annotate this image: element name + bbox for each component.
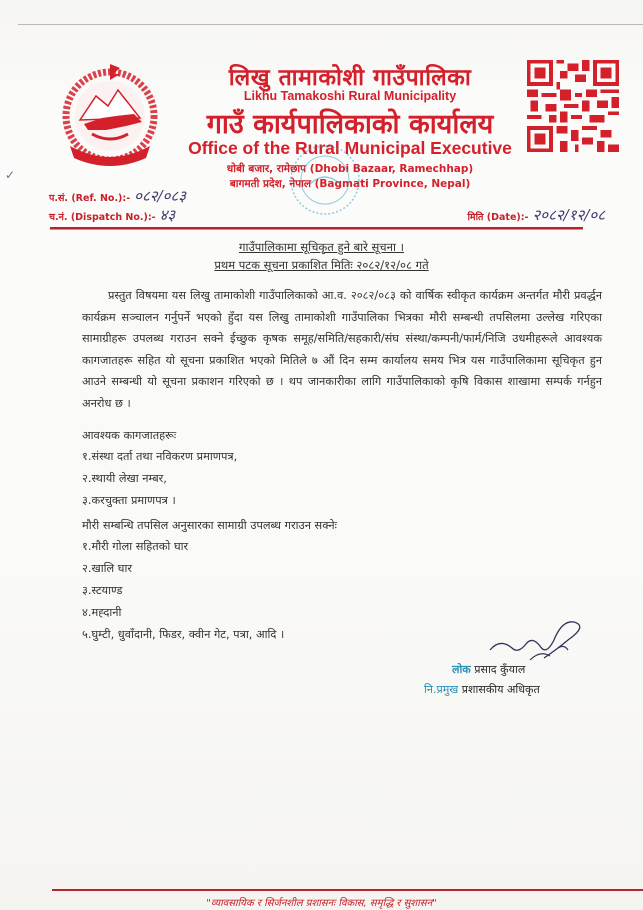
date-row (467, 205, 605, 225)
subject-line-1 (0, 240, 643, 255)
address-line-2: बागमती प्रदेश, नेपाल (Bagmati Province, Nepal) (229, 178, 471, 190)
dispatch-number-label: च.नं. (Dispatch No.):- (49, 212, 156, 223)
supply-items-title: मौरी सम्बन्धि तपसिल अनुसारका सामाग्री उपलब्ध गराउन सक्नेः (82, 519, 337, 532)
supply-items-list (82, 536, 284, 646)
office-stamp-icon (280, 140, 370, 220)
municipality-name-nepali: लिखु तामाकोशी गाउँपालिका (228, 65, 472, 91)
footer-motto: "व्यावसायिक र सिर्जनशील प्रशासनः विकास, समृद्धि र सुशासन" (206, 898, 437, 909)
address-line-1: धोबी बजार, रामेछाप (Dhobi Bazaar, Ramechhap) (226, 163, 474, 175)
required-documents-list (82, 446, 237, 512)
dispatch-number-value: ४३ (159, 206, 176, 224)
list-item: १.मौरी गोला सहितको घार (82, 540, 189, 553)
header-divider (50, 227, 583, 229)
municipality-name-english: Likhu Tamakoshi Rural Municipality (243, 89, 457, 103)
list-item: ३.करचुक्ता प्रमाणपत्र । (82, 494, 176, 507)
signatory-name-text: प्रसाद कुँयाल (474, 663, 526, 676)
margin-tick-mark: ✓ (5, 168, 16, 182)
list-item: १.संस्था दर्ता तथा नविकरण प्रमाणपत्र, (82, 450, 238, 463)
list-item: ५.घुम्टी, धुवाँदानी, फिडर, क्वीन गेट, पत्रा, आदि । (82, 628, 285, 641)
nepal-government-emblem-icon (56, 60, 164, 170)
subject-title: गाउँपालिकामा सूचिकृत हुने बारे सूचना । (239, 240, 404, 254)
ref-number-value: ०८२/०८३ (134, 187, 187, 205)
qr-code-icon (526, 60, 620, 152)
signatory-name (452, 662, 525, 677)
list-item: २.खालि घार (82, 562, 133, 575)
date-value: २०८२/१२/०८ (532, 206, 605, 224)
scan-top-rule (18, 24, 643, 25)
footer-divider (52, 889, 643, 891)
signatory-designation (424, 682, 540, 697)
ref-number-label: प.सं. (Ref. No.):- (49, 193, 131, 204)
list-item: ३.स्टयाण्ड (82, 584, 123, 597)
dispatch-number-row (49, 205, 175, 225)
required-documents-title: आवश्यक कागजातहरूः (82, 429, 177, 442)
signatory-title-text: प्रशासकीय अधिकृत (461, 683, 540, 696)
date-label: मिति (Date):- (467, 212, 529, 223)
list-item: २.स्थायी लेखा नम्बर, (82, 472, 167, 485)
list-item: ४.मह्दानी (82, 606, 122, 619)
office-name-nepali: गाउँ कार्यपालिकाको कार्यालय (206, 109, 494, 140)
signature-icon (470, 610, 590, 670)
office-name-english: Office of the Rural Municipal Executive (188, 138, 512, 158)
signatory-title-prefix: नि.प्रमुख (424, 683, 459, 696)
signatory-name-stamp: लोक (452, 663, 471, 676)
subject-line-2 (0, 258, 643, 273)
publication-date: प्रथम पटक सूचना प्रकाशित मितिः २०८२/१२/०८ गते (214, 258, 429, 272)
notice-body-paragraph: प्रस्तुत विषयमा यस लिखु तामाकोशी गाउँपालिकाको आ.व. २०८२/०८३ को वार्षिक स्वीकृत कार्यक्रम अन्तर्गत मौरी प्रवर्द्धन कार्यक्रम सञ्चालन गर्नुपर्ने भएको हुँदा यस लिखु तामाकोशी गाउँपालिका भित्रका मौरी सम्बन्धी तपसिलमा उल्लेख गरिएका सामाग्रीहरू उपलब्ध गराउन सक्ने ईच्छुक कृषक समूह/समिति/सहकारी/संघ संस्था/कम्पनी/फार्म/निजि उधमीहरूले आवश्यक कागजातहरू सहित यो सूचना प्रकाशित भएको मितिले ७ औं दिन सम्म कार्यालय समय भित्र यस गाउँपालिकामा सूचिकृत हुन आउने सम्बन्धी यो सूचना प्रकाशन गरिएको छ । थप जानकारीका लागि गाउँपालिकाको कृषि विकास शाखामा सम्पर्क गर्नहुन अनरोध छ । (82, 289, 602, 410)
ref-number-row (49, 186, 186, 206)
